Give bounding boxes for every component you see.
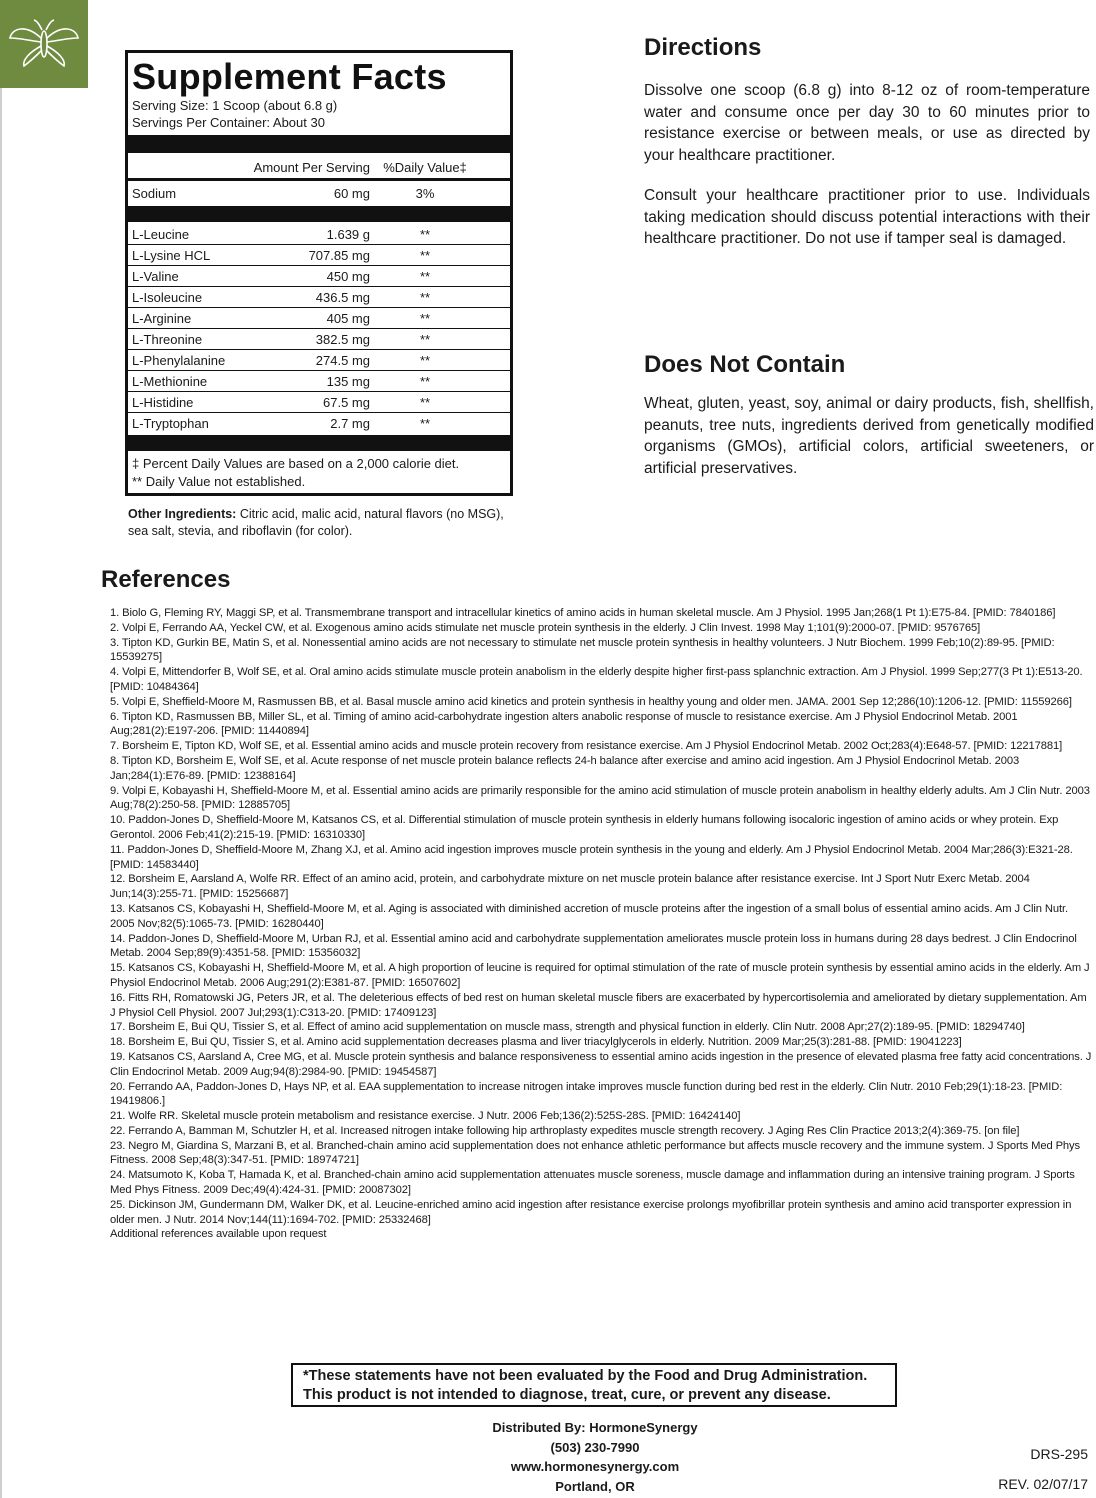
table-row: [128, 350, 510, 371]
supplement-facts-panel: [125, 50, 513, 496]
table-row: [128, 224, 510, 245]
reference-item: 10. Paddon-Jones D, Sheffield-Moore M, Katsanos CS, et al. Differential stimulation of muscle protein synthesis in elderly humans following isocaloric ingestion of amino acids or whey protein. Exp Gerontol. 2006 Feb;41(2):215-19. [PMID: 16310330]: [110, 814, 1059, 841]
ingredient-dv: **: [419, 415, 431, 431]
ingredient-dv: **: [419, 226, 431, 242]
divider-bar: [128, 135, 510, 153]
table-row: [128, 371, 510, 392]
ingredient-name: L-Lysine HCL: [132, 247, 211, 263]
table-row: [128, 266, 510, 287]
reference-item: 1. Biolo G, Fleming RY, Maggi SP, et al. Transmembrane transport and intracellular kinetics of amino acids in human skeletal muscle. Am J Physiol. 1995 Jan;268(1 Pt 1):E75-84. [PMID: 7840186]: [110, 607, 1056, 619]
reference-item: 17. Borsheim E, Bui QU, Tissier S, et al. Effect of amino acid supplementation on muscle mass, strength and physical function in elderly. Clin Nutr. 2008 Apr;27(2):189-95. [PMID: 18294740]: [110, 1021, 1025, 1034]
fda-line-2: This product is not intended to diagnose, treat, cure, or prevent any disease.: [303, 1387, 831, 1403]
references-list: [110, 606, 1092, 1242]
references-heading: References: [101, 566, 231, 593]
reference-item: 2. Volpi E, Ferrando AA, Yeckel CW, et al. Exogenous amino acids stimulate net muscle protein synthesis in the elderly. J Clin Invest. 1998 May 1;101(9):2000-07. [PMID: 9576765]: [110, 621, 981, 634]
product-code: DRS-295: [1030, 1446, 1088, 1462]
ingredient-amount: 274.5 mg: [315, 352, 370, 368]
fda-line-1: *These statements have not been evaluated by the Food and Drug Administration.: [303, 1368, 868, 1384]
reference-item: 7. Borsheim E, Tipton KD, Wolf SE, et al. Essential amino acids and muscle protein recovery from resistance exercise. Am J Physiol Endocrinol Metab. 2002 Oct;283(4):E648-57. [PMID: 12217881]: [110, 740, 1063, 753]
reference-item: 20. Ferrando AA, Paddon-Jones D, Hays NP, et al. EAA supplementation to increase nitrogen intake improves muscle function during bed rest in the elderly. Clin Nutr. 2010 Feb;29(1):18-23. [PMID: 19419806.]: [110, 1080, 1063, 1108]
brand-logo: [0, 0, 88, 88]
reference-item: 14. Paddon-Jones D, Sheffield-Moore M, Urban RJ, et al. Essential amino acid and carbohydrate supplementation ameliorates muscle protein loss in humans during 28 days bedrest. J Clin Endocrinol Metab. 2004 Sep;89(9):4351-58. [PMID: 15356032]: [110, 932, 1077, 960]
other-ingredients-label: Other Ingredients:: [128, 507, 237, 521]
distributor-name: Distributed By: HormoneSynergy: [492, 1420, 698, 1435]
reference-item: 24. Matsumoto K, Koba T, Hamada K, et al. Branched-chain amino acid supplementation attenuates muscle soreness, muscle damage and inflammation during an intensive training program. J Sports Med Phys Fitness. 2009 Dec;49(4):424-31. [PMID: 20087302]: [110, 1169, 1075, 1197]
nutrient-name: Sodium: [132, 186, 177, 201]
sodium-row: [128, 181, 510, 206]
ingredient-list: [132, 222, 506, 433]
reference-item: 19. Katsanos CS, Aarsland A, Cree MG, et al. Muscle protein synthesis and balance responsiveness to essential amino acids ingestion in the presence of elevated plasma free fatty acid concentrations. J Clin Endocrinol Metab. 2009 Aug;94(8):2984-90. [PMID: 19454587]: [110, 1050, 1092, 1078]
nutrient-dv: 3%: [415, 186, 435, 201]
ingredient-dv: **: [419, 247, 431, 263]
ingredient-dv: **: [419, 373, 431, 389]
ingredient-dv: **: [419, 352, 431, 368]
divider-bar: [128, 206, 510, 222]
distributor-block: [450, 1418, 740, 1496]
reference-item: 4. Volpi E, Mittendorfer B, Wolf SE, et al. Oral amino acids stimulate muscle protein anabolism in the elderly despite higher first-pass splanchnic extraction. Am J Physiol. 1999 Sep;277(3 Pt 1):E513-20. [PMID: 10484364]: [110, 666, 1083, 693]
serving-size: Serving Size: 1 Scoop (about 6.8 g): [132, 98, 338, 113]
amount-header: Amount Per Serving: [253, 160, 370, 175]
ingredient-amount: 436.5 mg: [315, 289, 370, 305]
facts-title: Supplement Facts: [132, 56, 447, 97]
facts-footnotes: [132, 451, 506, 491]
ingredient-amount: 450 mg: [326, 268, 370, 284]
ingredient-name: L-Arginine: [132, 310, 192, 326]
does-not-contain-heading: Does Not Contain: [644, 351, 846, 378]
daily-value-header: %Daily Value‡: [383, 160, 467, 175]
reference-item: 15. Katsanos CS, Kobayashi H, Sheffield-Moore M, et al. A high proportion of leucine is required for optimal stimulation of the rate of muscle protein synthesis by essential amino acids in the elderly. Am J Physiol Endocrinol Metab. 2006 Aug;291(2):E381-87. [PMID: 16507602]: [110, 962, 1090, 989]
reference-item: 23. Negro M, Giardina S, Marzani B, et al. Branched-chain amino acid supplementation does not enhance athletic performance but affects muscle recovery and the immune system. J Sports Med Phys Fitness. 2008 Sep;48(3):347-51. [PMID: 18974721]: [110, 1139, 1081, 1167]
fda-disclaimer: [291, 1363, 897, 1407]
reference-item: 25. Dickinson JM, Gundermann DM, Walker DK, et al. Leucine-enriched amino acid ingestion after resistance exercise prolongs myofibrillar protein synthesis and amino acid transporter expression in older men. J Nutr. 2014 Nov;144(11):1694-702. [PMID: 25332468]: [110, 1198, 1072, 1226]
bee-logo-icon: [4, 8, 84, 80]
ingredient-amount: 135 mg: [326, 373, 370, 389]
table-row: [128, 308, 510, 329]
reference-item: 3. Tipton KD, Gurkin BE, Matin S, et al. Nonessential amino acids are not necessary to stimulate net muscle protein synthesis in healthy volunteers. J Nutr Biochem. 1999 Feb;10(2):89-95. [PMID: 15539275]: [110, 636, 1055, 664]
table-row: [128, 287, 510, 308]
ingredient-name: L-Threonine: [132, 331, 203, 347]
ingredient-amount: 67.5 mg: [323, 394, 370, 410]
table-row: [128, 329, 510, 350]
other-ingredients: [128, 506, 506, 540]
footnote-dv: ‡ Percent Daily Values are based on a 2,000 calorie diet.: [132, 456, 460, 471]
table-row: [128, 245, 510, 266]
reference-item: 16. Fitts RH, Romatowski JG, Peters JR, et al. The deleterious effects of bed rest on human skeletal muscle fibers are exacerbated by hypercortisolemia and ameliorated by dietary supplementation. Am J Physiol Cell Physiol. 2007 Jul;293(1):C313-20. [PMID: 17409123]: [110, 991, 1087, 1019]
ingredient-name: L-Valine: [132, 268, 179, 284]
directions-heading: Directions: [644, 34, 762, 61]
does-not-contain-text: Wheat, gluten, yeast, soy, animal or dairy products, fish, shellfish, peanuts, tree nuts, ingredients derived from genetically modified organisms (GMOs), artificial colors, artificial sweeteners, or artificial preservatives.: [644, 395, 1094, 477]
ingredient-name: L-Leucine: [132, 226, 190, 242]
revision-date: REV. 02/07/17: [998, 1476, 1088, 1492]
ingredient-name: L-Methionine: [132, 373, 208, 389]
table-row: [128, 392, 510, 413]
divider-bar: [128, 435, 510, 451]
facts-header-row: [128, 153, 510, 181]
directions-text: Dissolve one scoop (6.8 g) into 8-12 oz of room-temperature water and consume once per day 30 to 60 minutes prior to resistance exercise or between meals, or use as directed by your healthcare practitioner.: [644, 82, 1090, 164]
ingredient-amount: 382.5 mg: [315, 331, 370, 347]
distributor-website: www.hormonesynergy.com: [510, 1459, 680, 1474]
consult-text: Consult your healthcare practitioner prior to use. Individuals taking medication should discuss potential interactions with their healthcare practitioner. Do not use if tamper seal is damaged.: [644, 187, 1090, 247]
nutrient-amount: 60 mg: [333, 186, 370, 201]
reference-item: 5. Volpi E, Sheffield-Moore M, Rasmussen BB, et al. Basal muscle amino acid kinetics and protein synthesis in healthy young and older men. JAMA. 2001 Sep 12;286(10):1206-12. [PMID: 11559266]: [110, 695, 1072, 708]
left-edge-line: [0, 88, 2, 1498]
reference-item: 11. Paddon-Jones D, Sheffield-Moore M, Zhang XJ, et al. Amino acid ingestion improves muscle protein synthesis in the young and elderly. Am J Physiol Endocrinol Metab. 2004 Mar;286(3):E321-28. [PMID: 14583440]: [110, 843, 1073, 871]
ingredient-amount: 707.85 mg: [308, 247, 370, 263]
ingredient-dv: **: [419, 310, 431, 326]
ingredient-dv: **: [419, 331, 431, 347]
distributor-city: Portland, OR: [555, 1478, 635, 1494]
ingredient-dv: **: [419, 268, 431, 284]
ingredient-name: L-Histidine: [132, 394, 194, 410]
footnote-not-established: ** Daily Value not established.: [132, 474, 306, 489]
reference-item: 9. Volpi E, Kobayashi H, Sheffield-Moore M, et al. Essential amino acids are primarily responsible for the amino acid stimulation of muscle protein anabolism in healthy elderly adults. Am J Clin Nutr. 2003 Aug;78(2):250-58. [PMID: 12885705]: [110, 784, 1090, 812]
ingredient-dv: **: [419, 289, 431, 305]
ingredient-dv: **: [419, 394, 431, 410]
reference-item: 18. Borsheim E, Bui QU, Tissier S, et al. Amino acid supplementation decreases plasma and liver triacylglycerols in elderly. Nutrition. 2009 Mar;25(3):281-88. [PMID: 19041223]: [110, 1036, 962, 1049]
distributor-phone: (503) 230-7990: [550, 1439, 640, 1455]
ingredient-name: L-Phenylalanine: [132, 352, 226, 368]
reference-item: 12. Borsheim E, Aarsland A, Wolfe RR. Effect of an amino acid, protein, and carbohydrate mixture on net muscle protein balance after resistance exercise. Int J Sport Nutr Exerc Metab. 2004 Jun;14(3):255-71. [PMID: 15256687]: [110, 873, 1030, 901]
ingredient-amount: 405 mg: [326, 310, 370, 326]
ingredient-amount: 1.639 g: [326, 226, 370, 242]
other-ingredients-text: Citric acid, malic acid, natural flavors (no MSG), sea salt, stevia, and riboflavin (for color).: [128, 507, 504, 538]
reference-item: 13. Katsanos CS, Kobayashi H, Sheffield-Moore M, et al. Aging is associated with diminished accretion of muscle proteins after the ingestion of a small bolus of essential amino acids. Am J Clin Nutr. 2005 Nov;82(5):1065-73. [PMID: 16280440]: [110, 902, 1069, 930]
ingredient-name: L-Isoleucine: [132, 289, 203, 305]
reference-item: Additional references available upon request: [110, 1228, 327, 1241]
reference-item: 21. Wolfe RR. Skeletal muscle protein metabolism and resistance exercise. J Nutr. 2006 Feb;136(2):525S-28S. [PMID: 16424140]: [110, 1110, 741, 1123]
reference-item: 22. Ferrando A, Bamman M, Schutzler H, et al. Increased nitrogen intake following hip arthroplasty expedites muscle strength recovery. J Aging Res Clin Practice 2013;2(4):369-75. [on file]: [110, 1124, 1020, 1137]
ingredient-name: L-Tryptophan: [132, 415, 209, 431]
reference-item: 8. Tipton KD, Borsheim E, Wolf SE, et al. Acute response of net muscle protein balance reflects 24-h balance after exercise and amino acid ingestion. Am J Physiol Endocrinol Metab. 2003 Jan;284(1):E76-89. [PMID: 12388164]: [110, 754, 1020, 782]
ingredient-amount: 2.7 mg: [330, 415, 370, 431]
servings-per-container: Servings Per Container: About 30: [132, 115, 325, 130]
reference-item: 6. Tipton KD, Rasmussen BB, Miller SL, et al. Timing of amino acid-carbohydrate ingestion alters anabolic response of muscle to resistance exercise. Am J Physiol Endocrinol Metab. 2001 Aug;281(2):E197-206. [PMID: 11440894]: [110, 710, 1018, 738]
table-row: [128, 413, 510, 433]
